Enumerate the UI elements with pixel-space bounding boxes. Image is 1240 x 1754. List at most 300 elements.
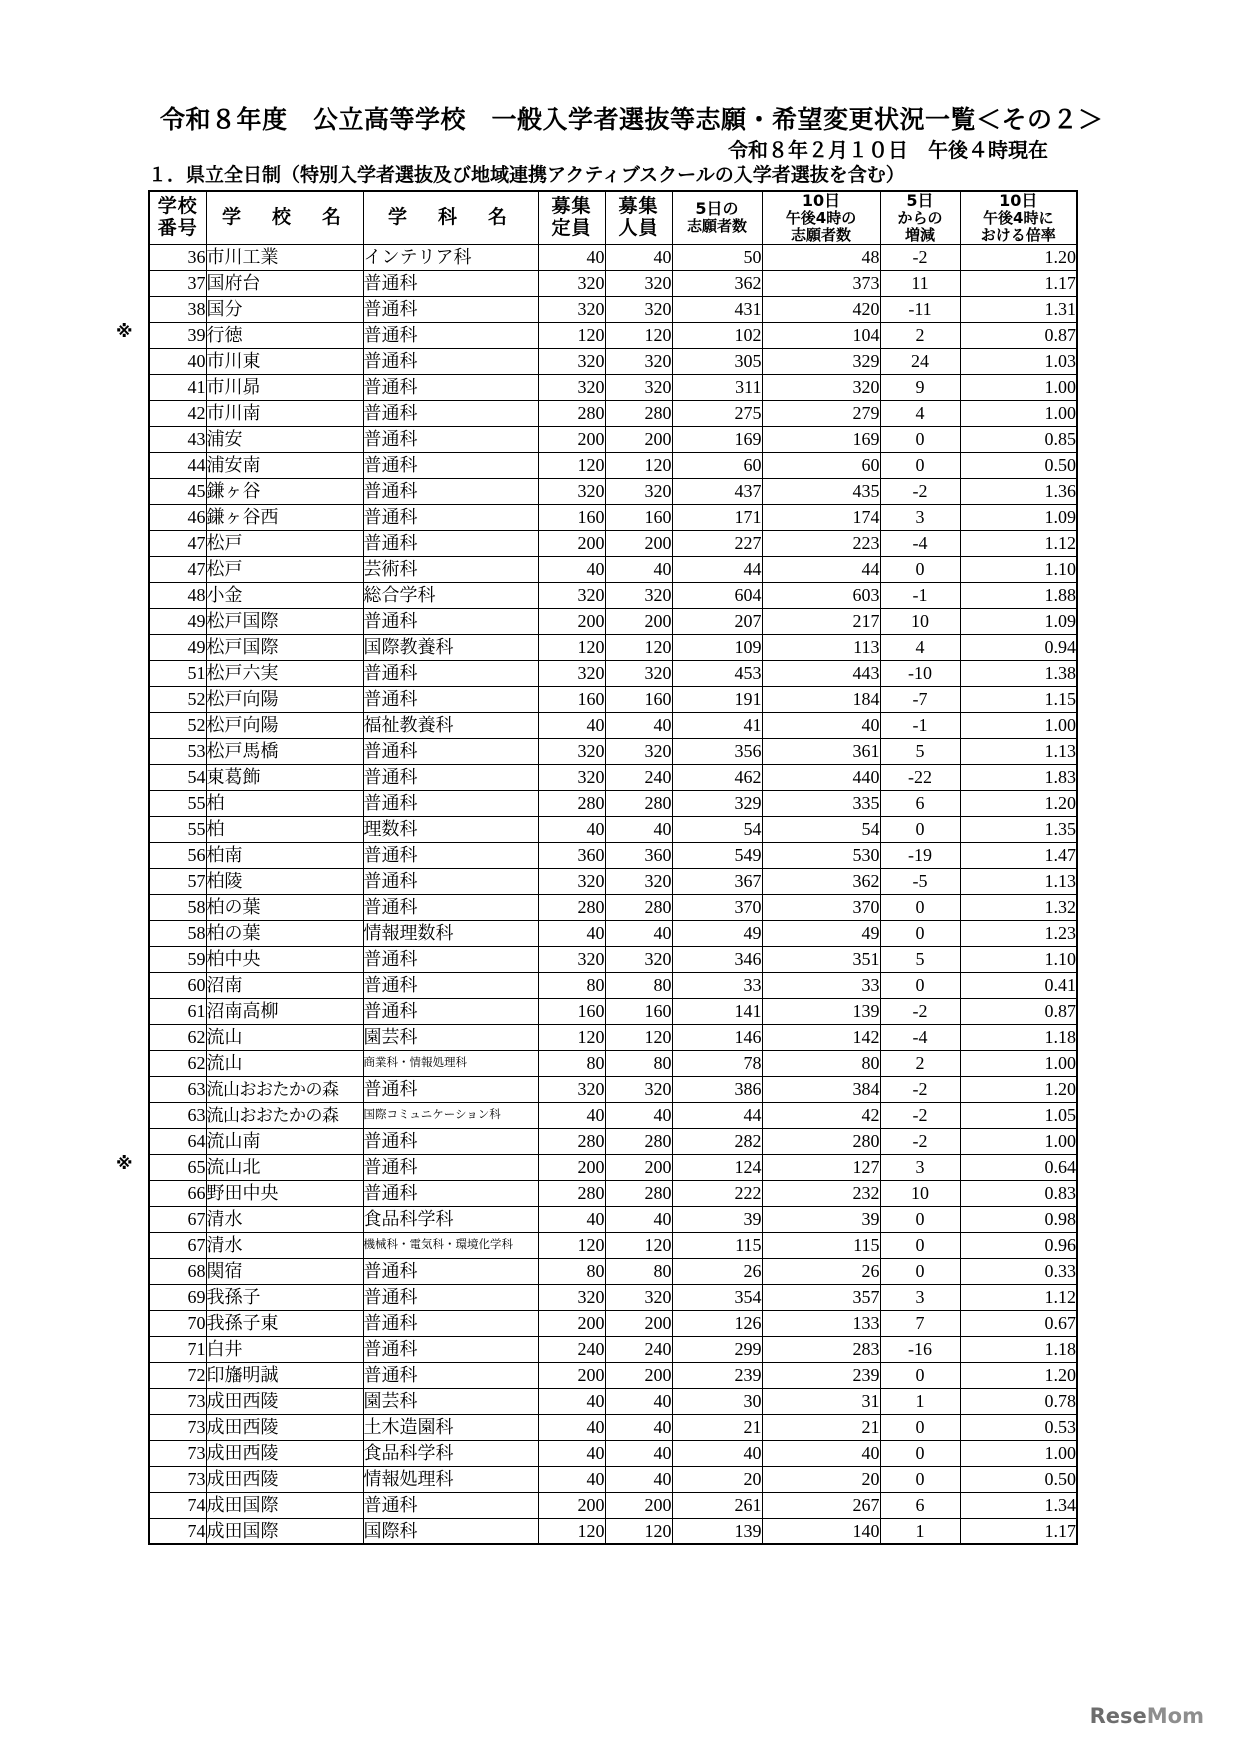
- cell-capacity: 160: [538, 686, 605, 712]
- cell-capacity: 320: [538, 582, 605, 608]
- cell-applicants-day5: 20: [672, 1466, 762, 1492]
- cell-dept-name: 普通科: [363, 1154, 538, 1180]
- cell-applicants-day10: 443: [762, 660, 880, 686]
- cell-ratio: 1.47: [960, 842, 1077, 868]
- cell-people: 40: [605, 920, 672, 946]
- cell-school-name: 関宿: [206, 1258, 363, 1284]
- cell-people: 320: [605, 1076, 672, 1102]
- cell-change: 0: [880, 894, 960, 920]
- cell-applicants-day5: 282: [672, 1128, 762, 1154]
- cell-school-no: 70: [149, 1310, 206, 1336]
- cell-applicants-day10: 361: [762, 738, 880, 764]
- cell-applicants-day10: 174: [762, 504, 880, 530]
- cell-school-no: 38: [149, 296, 206, 322]
- cell-people: 120: [605, 1518, 672, 1544]
- cell-school-no: 62: [149, 1024, 206, 1050]
- cell-school-no: 49: [149, 608, 206, 634]
- table-row: [149, 894, 1077, 920]
- header-line: 番号: [157, 216, 198, 239]
- cell-applicants-day5: 370: [672, 894, 762, 920]
- cell-capacity: 40: [538, 1414, 605, 1440]
- table-row: [149, 790, 1077, 816]
- cell-change: 9: [880, 374, 960, 400]
- cell-applicants-day10: 60: [762, 452, 880, 478]
- cell-school-no: 48: [149, 582, 206, 608]
- cell-change: -1: [880, 582, 960, 608]
- cell-people: 320: [605, 478, 672, 504]
- cell-school-name: 成田国際: [206, 1518, 363, 1544]
- cell-school-no: 47: [149, 556, 206, 582]
- header-line: 人員: [618, 216, 659, 239]
- cell-school-name: 国分: [206, 296, 363, 322]
- cell-school-name: 成田西陵: [206, 1388, 363, 1414]
- cell-change: 0: [880, 1232, 960, 1258]
- cell-school-no: 41: [149, 374, 206, 400]
- cell-change: 0: [880, 452, 960, 478]
- cell-school-name: 我孫子東: [206, 1310, 363, 1336]
- cell-change: -11: [880, 296, 960, 322]
- cell-capacity: 200: [538, 1362, 605, 1388]
- cell-applicants-day5: 354: [672, 1284, 762, 1310]
- cell-people: 160: [605, 998, 672, 1024]
- cell-ratio: 1.36: [960, 478, 1077, 504]
- header-line: 志願者数: [790, 225, 851, 244]
- header-line: 5日: [906, 191, 934, 210]
- cell-applicants-day10: 420: [762, 296, 880, 322]
- cell-school-no: 47: [149, 530, 206, 556]
- cell-people: 40: [605, 1102, 672, 1128]
- table-row: [149, 582, 1077, 608]
- header-line: 志願者数: [686, 217, 747, 236]
- cell-applicants-day5: 124: [672, 1154, 762, 1180]
- cell-school-name: 柏中央: [206, 946, 363, 972]
- cell-applicants-day10: 40: [762, 712, 880, 738]
- cell-school-no: 67: [149, 1206, 206, 1232]
- cell-capacity: 200: [538, 608, 605, 634]
- table-row: [149, 868, 1077, 894]
- cell-capacity: 40: [538, 816, 605, 842]
- cell-people: 40: [605, 816, 672, 842]
- cell-applicants-day10: 139: [762, 998, 880, 1024]
- cell-capacity: 160: [538, 504, 605, 530]
- cell-school-name: 白井: [206, 1336, 363, 1362]
- cell-change: 6: [880, 790, 960, 816]
- cell-change: 0: [880, 1206, 960, 1232]
- cell-school-name: 市川南: [206, 400, 363, 426]
- cell-school-no: 53: [149, 738, 206, 764]
- table-row: [149, 374, 1077, 400]
- cell-change: -2: [880, 478, 960, 504]
- cell-capacity: 200: [538, 530, 605, 556]
- cell-capacity: 200: [538, 1154, 605, 1180]
- cell-dept-name: 情報処理科: [363, 1466, 538, 1492]
- cell-applicants-day5: 30: [672, 1388, 762, 1414]
- table-row: [149, 478, 1077, 504]
- cell-school-no: 49: [149, 634, 206, 660]
- cell-capacity: 320: [538, 868, 605, 894]
- column-header-applicants-day10: [762, 191, 880, 244]
- header-line: 5日の: [695, 199, 739, 219]
- cell-school-name: 国府台: [206, 270, 363, 296]
- cell-people: 40: [605, 1206, 672, 1232]
- header-line: 募集: [618, 195, 659, 218]
- cell-capacity: 200: [538, 1492, 605, 1518]
- cell-capacity: 240: [538, 1336, 605, 1362]
- cell-school-name: 流山: [206, 1050, 363, 1076]
- cell-dept-name: 普通科: [363, 790, 538, 816]
- cell-school-no: 36: [149, 244, 206, 270]
- cell-school-no: 55: [149, 790, 206, 816]
- cell-applicants-day10: 49: [762, 920, 880, 946]
- cell-capacity: 320: [538, 296, 605, 322]
- cell-capacity: 40: [538, 1102, 605, 1128]
- cell-people: 160: [605, 686, 672, 712]
- cell-dept-name: 普通科: [363, 1128, 538, 1154]
- cell-school-name: 松戸: [206, 530, 363, 556]
- cell-ratio: 1.00: [960, 712, 1077, 738]
- cell-school-no: 63: [149, 1102, 206, 1128]
- cell-applicants-day10: 127: [762, 1154, 880, 1180]
- cell-people: 280: [605, 1128, 672, 1154]
- cell-ratio: 1.88: [960, 582, 1077, 608]
- table-row: [149, 842, 1077, 868]
- cell-change: 2: [880, 322, 960, 348]
- cell-school-name: 柏の葉: [206, 894, 363, 920]
- cell-capacity: 280: [538, 894, 605, 920]
- cell-change: 1: [880, 1388, 960, 1414]
- cell-people: 120: [605, 322, 672, 348]
- cell-ratio: 1.23: [960, 920, 1077, 946]
- cell-school-no: 52: [149, 686, 206, 712]
- cell-change: 5: [880, 946, 960, 972]
- cell-change: -10: [880, 660, 960, 686]
- cell-dept-name: 普通科: [363, 608, 538, 634]
- cell-people: 320: [605, 660, 672, 686]
- cell-dept-name: 商業科・情報処理科: [363, 1050, 538, 1076]
- table-row: [149, 946, 1077, 972]
- cell-dept-name: 普通科: [363, 894, 538, 920]
- cell-ratio: 0.94: [960, 634, 1077, 660]
- cell-capacity: 280: [538, 1128, 605, 1154]
- cell-applicants-day5: 356: [672, 738, 762, 764]
- cell-applicants-day5: 305: [672, 348, 762, 374]
- cell-people: 360: [605, 842, 672, 868]
- cell-capacity: 40: [538, 920, 605, 946]
- cell-school-no: 73: [149, 1440, 206, 1466]
- table-row: [149, 400, 1077, 426]
- table-row: [149, 920, 1077, 946]
- cell-dept-name: 普通科: [363, 400, 538, 426]
- cell-capacity: 80: [538, 1050, 605, 1076]
- cell-applicants-day10: 351: [762, 946, 880, 972]
- cell-dept-name: 普通科: [363, 842, 538, 868]
- cell-applicants-day5: 169: [672, 426, 762, 452]
- cell-ratio: 1.35: [960, 816, 1077, 842]
- cell-ratio: 1.32: [960, 894, 1077, 920]
- table-row: [149, 1336, 1077, 1362]
- cell-change: -4: [880, 1024, 960, 1050]
- cell-ratio: 0.78: [960, 1388, 1077, 1414]
- cell-capacity: 80: [538, 1258, 605, 1284]
- cell-capacity: 320: [538, 660, 605, 686]
- cell-change: 0: [880, 1258, 960, 1284]
- cell-school-no: 73: [149, 1388, 206, 1414]
- cell-applicants-day5: 33: [672, 972, 762, 998]
- cell-change: 0: [880, 1362, 960, 1388]
- cell-capacity: 40: [538, 1440, 605, 1466]
- cell-school-no: 72: [149, 1362, 206, 1388]
- cell-school-name: 流山: [206, 1024, 363, 1050]
- cell-school-name: 成田国際: [206, 1492, 363, 1518]
- cell-applicants-day10: 357: [762, 1284, 880, 1310]
- cell-ratio: 1.13: [960, 738, 1077, 764]
- cell-people: 40: [605, 1388, 672, 1414]
- table-row: [149, 1050, 1077, 1076]
- cell-applicants-day5: 44: [672, 1102, 762, 1128]
- cell-change: 0: [880, 816, 960, 842]
- cell-dept-name: 総合学科: [363, 582, 538, 608]
- cell-change: -16: [880, 1336, 960, 1362]
- cell-change: 7: [880, 1310, 960, 1336]
- table-row: [149, 660, 1077, 686]
- cell-ratio: 1.00: [960, 1128, 1077, 1154]
- cell-change: 11: [880, 270, 960, 296]
- cell-dept-name: 普通科: [363, 686, 538, 712]
- cell-change: 3: [880, 1284, 960, 1310]
- cell-school-name: 流山南: [206, 1128, 363, 1154]
- cell-ratio: 0.87: [960, 322, 1077, 348]
- cell-capacity: 320: [538, 348, 605, 374]
- cell-ratio: 1.12: [960, 1284, 1077, 1310]
- cell-dept-name: 普通科: [363, 374, 538, 400]
- cell-school-name: 野田中央: [206, 1180, 363, 1206]
- cell-people: 320: [605, 946, 672, 972]
- cell-capacity: 120: [538, 1232, 605, 1258]
- cell-school-name: 流山おおたかの森: [206, 1076, 363, 1102]
- admission-status-table: [148, 190, 1078, 1545]
- table-row: [149, 1414, 1077, 1440]
- cell-applicants-day10: 39: [762, 1206, 880, 1232]
- cell-school-no: 73: [149, 1414, 206, 1440]
- cell-people: 120: [605, 634, 672, 660]
- header-line: 募集: [551, 195, 592, 218]
- cell-school-name: 市川工業: [206, 244, 363, 270]
- column-header-capacity: [538, 191, 605, 244]
- page-title: 令和８年度 公立高等学校 一般入学者選抜等志願・希望変更状況一覧＜その２＞: [160, 105, 1104, 134]
- cell-people: 240: [605, 1336, 672, 1362]
- watermark-part-one: Rese: [1089, 1704, 1147, 1728]
- cell-applicants-day10: 320: [762, 374, 880, 400]
- cell-people: 320: [605, 582, 672, 608]
- cell-applicants-day5: 109: [672, 634, 762, 660]
- cell-applicants-day5: 171: [672, 504, 762, 530]
- cell-ratio: 1.12: [960, 530, 1077, 556]
- cell-ratio: 1.18: [960, 1336, 1077, 1362]
- cell-dept-name: 園芸科: [363, 1388, 538, 1414]
- cell-people: 80: [605, 1258, 672, 1284]
- table-row: [149, 1076, 1077, 1102]
- cell-school-name: 沼南: [206, 972, 363, 998]
- cell-school-name: 浦安: [206, 426, 363, 452]
- cell-school-no: 39: [149, 322, 206, 348]
- cell-applicants-day5: 462: [672, 764, 762, 790]
- special-selection-marker: ※: [116, 1154, 133, 1174]
- cell-applicants-day5: 311: [672, 374, 762, 400]
- cell-applicants-day5: 227: [672, 530, 762, 556]
- cell-dept-name: 普通科: [363, 1284, 538, 1310]
- cell-change: 10: [880, 608, 960, 634]
- cell-dept-name: 普通科: [363, 478, 538, 504]
- cell-school-name: 清水: [206, 1232, 363, 1258]
- cell-school-no: 42: [149, 400, 206, 426]
- cell-people: 280: [605, 894, 672, 920]
- cell-school-no: 40: [149, 348, 206, 374]
- cell-school-no: 74: [149, 1492, 206, 1518]
- cell-applicants-day5: 139: [672, 1518, 762, 1544]
- cell-applicants-day10: 217: [762, 608, 880, 634]
- cell-dept-name: 食品科学科: [363, 1440, 538, 1466]
- cell-school-no: 74: [149, 1518, 206, 1544]
- cell-school-name: 鎌ヶ谷西: [206, 504, 363, 530]
- cell-applicants-day5: 146: [672, 1024, 762, 1050]
- cell-dept-name: 普通科: [363, 426, 538, 452]
- cell-applicants-day5: 367: [672, 868, 762, 894]
- cell-applicants-day10: 239: [762, 1362, 880, 1388]
- table-row: [149, 1518, 1077, 1544]
- header-line: 学校: [157, 195, 198, 218]
- cell-school-name: 東葛飾: [206, 764, 363, 790]
- header-line: 10日: [801, 191, 841, 210]
- cell-ratio: 0.50: [960, 1466, 1077, 1492]
- table-body: [149, 244, 1077, 1544]
- cell-school-no: 45: [149, 478, 206, 504]
- cell-school-no: 58: [149, 920, 206, 946]
- cell-capacity: 280: [538, 1180, 605, 1206]
- cell-applicants-day5: 44: [672, 556, 762, 582]
- cell-change: 0: [880, 1466, 960, 1492]
- cell-school-no: 68: [149, 1258, 206, 1284]
- table-row: [149, 634, 1077, 660]
- cell-applicants-day10: 335: [762, 790, 880, 816]
- cell-school-name: 松戸国際: [206, 608, 363, 634]
- cell-dept-name: 普通科: [363, 738, 538, 764]
- cell-applicants-day5: 26: [672, 1258, 762, 1284]
- cell-applicants-day5: 362: [672, 270, 762, 296]
- cell-school-no: 63: [149, 1076, 206, 1102]
- cell-change: 0: [880, 920, 960, 946]
- cell-change: 5: [880, 738, 960, 764]
- cell-school-name: 成田西陵: [206, 1466, 363, 1492]
- cell-school-no: 65: [149, 1154, 206, 1180]
- cell-people: 40: [605, 244, 672, 270]
- cell-school-name: 柏南: [206, 842, 363, 868]
- cell-dept-name: 普通科: [363, 868, 538, 894]
- cell-applicants-day10: 370: [762, 894, 880, 920]
- cell-people: 320: [605, 270, 672, 296]
- cell-ratio: 1.09: [960, 608, 1077, 634]
- cell-capacity: 40: [538, 712, 605, 738]
- cell-dept-name: 普通科: [363, 322, 538, 348]
- cell-applicants-day10: 530: [762, 842, 880, 868]
- cell-school-name: 柏陵: [206, 868, 363, 894]
- cell-school-name: 松戸国際: [206, 634, 363, 660]
- cell-school-name: 柏の葉: [206, 920, 363, 946]
- cell-applicants-day10: 21: [762, 1414, 880, 1440]
- table-row: [149, 1492, 1077, 1518]
- cell-ratio: 1.18: [960, 1024, 1077, 1050]
- cell-people: 40: [605, 1440, 672, 1466]
- cell-ratio: 0.85: [960, 426, 1077, 452]
- table-row: [149, 530, 1077, 556]
- cell-applicants-day5: 41: [672, 712, 762, 738]
- cell-ratio: 1.38: [960, 660, 1077, 686]
- cell-change: -4: [880, 530, 960, 556]
- cell-school-name: 我孫子: [206, 1284, 363, 1310]
- cell-school-no: 37: [149, 270, 206, 296]
- cell-school-no: 52: [149, 712, 206, 738]
- cell-people: 200: [605, 608, 672, 634]
- column-header-people: [605, 191, 672, 244]
- cell-capacity: 320: [538, 478, 605, 504]
- table-row: [149, 764, 1077, 790]
- cell-capacity: 320: [538, 764, 605, 790]
- cell-applicants-day10: 33: [762, 972, 880, 998]
- table-row: [149, 556, 1077, 582]
- cell-people: 200: [605, 1310, 672, 1336]
- watermark-logo: [1090, 1704, 1204, 1728]
- header-line: 増減: [904, 225, 935, 244]
- cell-applicants-day5: 207: [672, 608, 762, 634]
- header-line: 定員: [551, 216, 592, 239]
- cell-people: 280: [605, 790, 672, 816]
- cell-applicants-day5: 39: [672, 1206, 762, 1232]
- cell-applicants-day10: 384: [762, 1076, 880, 1102]
- cell-capacity: 40: [538, 556, 605, 582]
- cell-ratio: 0.53: [960, 1414, 1077, 1440]
- cell-capacity: 200: [538, 1310, 605, 1336]
- cell-people: 80: [605, 972, 672, 998]
- cell-applicants-day5: 222: [672, 1180, 762, 1206]
- table-row: [149, 270, 1077, 296]
- cell-people: 160: [605, 504, 672, 530]
- column-header-school-no: [149, 191, 206, 244]
- cell-ratio: 0.50: [960, 452, 1077, 478]
- cell-dept-name: 普通科: [363, 972, 538, 998]
- cell-school-name: 松戸向陽: [206, 686, 363, 712]
- section-heading: １．県立全日制（特別入学者選抜及び地域連携アクティブスクールの入学者選抜を含む）: [148, 164, 905, 186]
- cell-applicants-day10: 80: [762, 1050, 880, 1076]
- cell-school-no: 61: [149, 998, 206, 1024]
- cell-school-no: 51: [149, 660, 206, 686]
- cell-dept-name: 普通科: [363, 270, 538, 296]
- column-header-dept-name: [363, 191, 538, 244]
- table-row: [149, 1102, 1077, 1128]
- special-selection-marker: ※: [116, 322, 133, 342]
- table-row: [149, 504, 1077, 530]
- table-row: [149, 348, 1077, 374]
- column-header-school-name: [206, 191, 363, 244]
- cell-change: 2: [880, 1050, 960, 1076]
- header-line: 午後4時の: [785, 208, 857, 227]
- cell-school-no: 56: [149, 842, 206, 868]
- cell-applicants-day10: 40: [762, 1440, 880, 1466]
- cell-ratio: 1.31: [960, 296, 1077, 322]
- cell-school-name: 成田西陵: [206, 1440, 363, 1466]
- cell-dept-name: 食品科学科: [363, 1206, 538, 1232]
- table-row: [149, 296, 1077, 322]
- cell-people: 320: [605, 1284, 672, 1310]
- table-row: [149, 712, 1077, 738]
